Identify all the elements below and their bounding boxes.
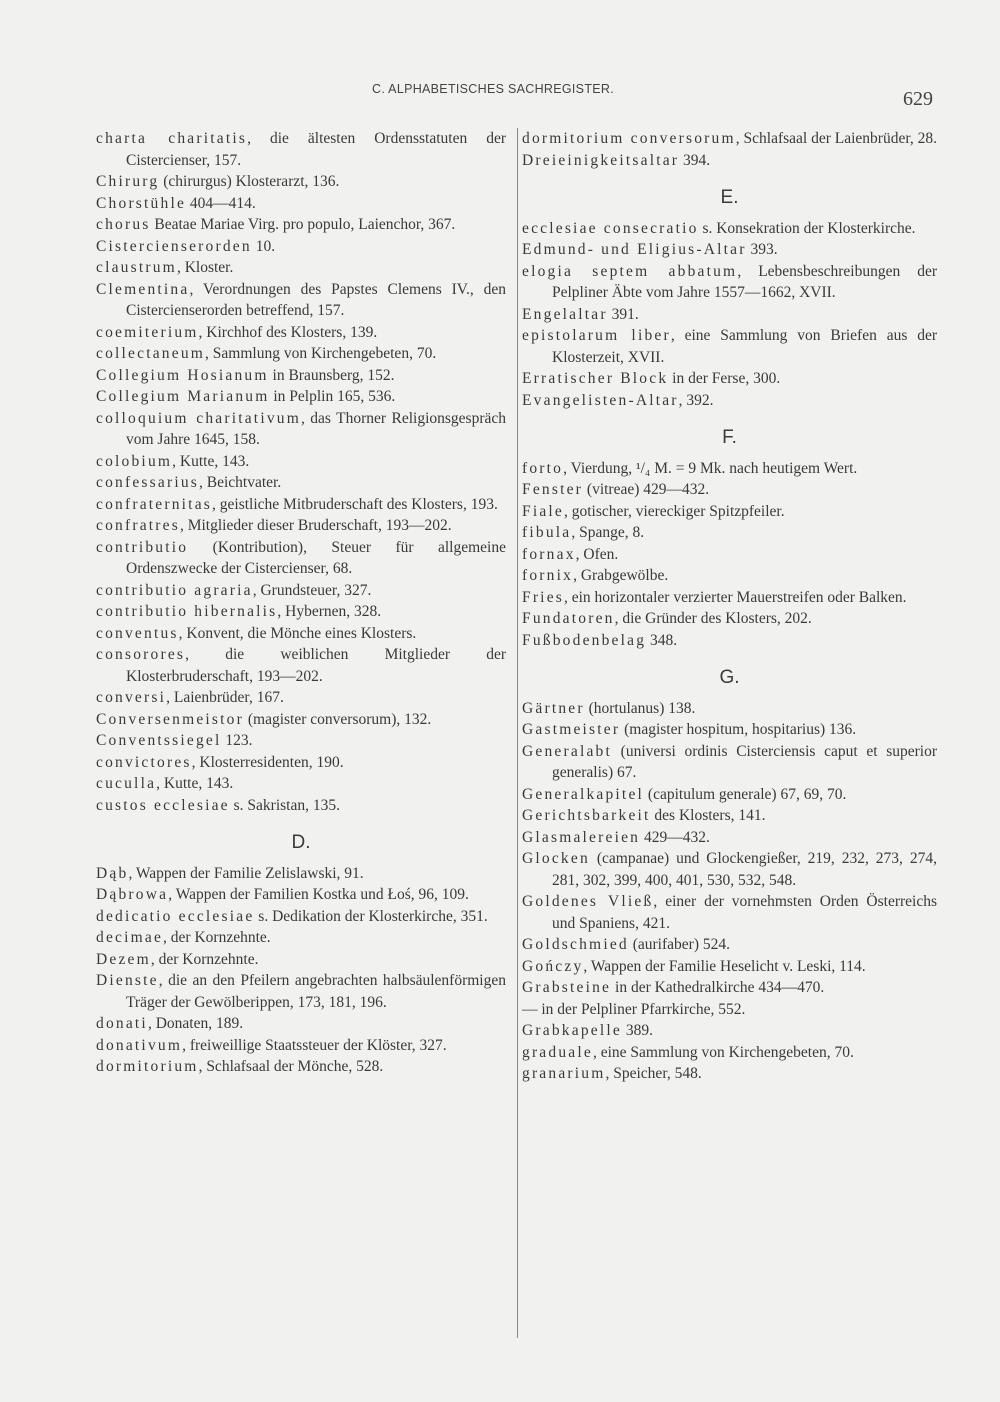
entry-headword: coemiterium xyxy=(96,323,199,341)
entry-text: , Mitglieder dieser Bruderschaft, 193—202. xyxy=(179,517,452,534)
index-entry xyxy=(522,630,937,652)
index-entry xyxy=(96,1035,506,1057)
index-entry xyxy=(96,322,506,344)
entry-text: , Hybernen, 328. xyxy=(277,603,382,620)
entry-text: , ein horizontaler verzierter Mauerstreifen oder Balken. xyxy=(564,588,907,606)
entry-headword: Goldenes Vließ xyxy=(522,893,654,910)
entry-text: (campanae) und Glockengießer, 219, 232, 273, 274, 281, 302, 399, 400, 401, 530, 532, 548. xyxy=(552,850,937,889)
entry-headword: consorores xyxy=(96,646,186,663)
entry-text: , Grabgewölbe. xyxy=(573,567,669,584)
entry-headword: contributio xyxy=(96,538,189,556)
index-entry xyxy=(522,719,937,741)
index-entry xyxy=(96,1056,506,1078)
entry-headword: donati xyxy=(96,1015,148,1032)
entry-headword: conversi xyxy=(96,689,167,706)
index-entry xyxy=(96,970,506,1013)
index-entry xyxy=(522,1063,937,1085)
section-letter: E. xyxy=(720,187,739,208)
entry-text: , Speicher, 548. xyxy=(605,1065,702,1082)
index-column-right xyxy=(522,128,937,1085)
index-entry xyxy=(96,472,506,494)
entry-headword: contributio hibernalis xyxy=(96,603,278,620)
entry-headword: decimae xyxy=(96,929,164,946)
entry-headword: Clementina xyxy=(96,280,190,298)
entry-headword: colloquium charitativum xyxy=(96,409,301,427)
entry-headword: Conventssiegel xyxy=(96,732,222,749)
entry-text: , Kloster. xyxy=(176,259,234,276)
entry-text: — in der Pelpliner Pfarrkirche, 552. xyxy=(522,1000,746,1018)
entry-text: 394. xyxy=(679,151,711,169)
entry-headword: Engelaltar xyxy=(522,305,608,323)
entry-text: , Beichtvater. xyxy=(199,474,282,491)
index-entry xyxy=(96,537,506,580)
entry-headword: Collegium Marianum xyxy=(96,388,270,405)
entry-text: (magister conversorum), 132. xyxy=(243,710,432,728)
entry-headword: custos ecclesiae xyxy=(96,796,230,814)
entry-headword: forto xyxy=(522,459,564,477)
running-header: C. ALPHABETISCHES SACHREGISTER. xyxy=(372,82,614,96)
index-column-left xyxy=(96,128,506,1078)
entry-text: , Wappen der Familien Kostka und Łoś, 96, 109. xyxy=(168,886,469,903)
entry-headword: confessarius xyxy=(96,474,200,491)
entry-headword: Dezem xyxy=(96,950,151,968)
entry-text: in der Ferse, 300. xyxy=(668,370,781,387)
entry-headword: Dreieinigkeitsaltar xyxy=(522,151,680,169)
entry-text: , Wappen der Familie Zelislawski, 91. xyxy=(128,864,364,882)
index-entry xyxy=(96,128,506,171)
entry-text: , Spange, 8. xyxy=(571,524,645,541)
entry-text: (Kontribution), Steuer für allgemeine Ordenszwecke der Cistercienser, 68. xyxy=(126,538,506,577)
entry-headword: granarium xyxy=(522,1065,606,1082)
entry-headword: Fries xyxy=(522,588,564,606)
entry-text: , eine Sammlung von Kirchengebeten, 70. xyxy=(592,1043,854,1061)
entry-headword: elogia septem abbatum xyxy=(522,262,738,280)
index-entry xyxy=(522,304,937,326)
entry-text: , die weiblichen Mitglieder der Klosterbruderschaft, 193—202. xyxy=(126,646,506,685)
section-letter: G. xyxy=(719,667,740,688)
entry-text: (aurifaber) 524. xyxy=(628,936,730,953)
index-entry xyxy=(522,390,937,412)
index-entry xyxy=(96,515,506,537)
entry-headword: Generalkapitel xyxy=(522,785,645,803)
entry-headword: Cistercienserorden xyxy=(96,237,252,255)
entry-text: , gotischer, viereckiger Spitzpfeiler. xyxy=(564,502,785,520)
index-entry xyxy=(96,365,506,387)
entry-text: 393. xyxy=(746,241,778,258)
index-entry xyxy=(96,1013,506,1035)
index-entry xyxy=(522,261,937,304)
index-entry xyxy=(96,795,506,817)
entry-headword: donativum xyxy=(96,1036,183,1054)
index-entry xyxy=(96,171,506,193)
entry-headword: Fußbodenbelag xyxy=(522,631,647,649)
entry-text: (vitreae) 429—432. xyxy=(583,481,710,498)
entry-text: 348. xyxy=(646,631,678,649)
index-entry xyxy=(96,601,506,623)
entry-text: , die Gründer des Klosters, 202. xyxy=(614,610,812,627)
index-entry xyxy=(96,494,506,516)
index-entry xyxy=(96,386,506,408)
entry-headword: colobium xyxy=(96,452,173,470)
page-number: 629 xyxy=(903,88,933,110)
index-entry xyxy=(522,934,937,956)
index-entry xyxy=(522,128,937,150)
entry-text: (magister hospitum, hospitarius) 136. xyxy=(620,721,857,738)
entry-headword: epistolarum liber xyxy=(522,327,671,344)
index-entry xyxy=(96,773,506,795)
entry-headword: fibula xyxy=(522,524,572,541)
index-entry xyxy=(96,884,506,906)
entry-headword: claustrum xyxy=(96,259,177,276)
index-entry xyxy=(96,257,506,279)
index-entry xyxy=(522,150,937,172)
index-entry xyxy=(522,565,937,587)
entry-text: des Klosters, 141. xyxy=(650,807,766,824)
index-entry xyxy=(96,644,506,687)
index-entry xyxy=(522,977,937,999)
index-entry xyxy=(522,587,937,609)
entry-text: s. Dedikation der Klosterkirche, 351. xyxy=(254,907,488,925)
index-entry xyxy=(522,1020,937,1042)
entry-text: , geistliche Mitbruderschaft des Klosters, 193. xyxy=(212,495,498,513)
entry-headword: fornax xyxy=(522,545,576,563)
entry-text: (hortulanus) 138. xyxy=(584,699,696,717)
entry-text: s. Konsekration der Klosterkirche. xyxy=(698,219,916,237)
index-entry xyxy=(96,949,506,971)
entry-text: 429—432. xyxy=(640,828,710,846)
entry-headword: Erratischer Block xyxy=(522,370,669,387)
entry-headword: Grabkapelle xyxy=(522,1022,622,1039)
entry-headword: Glasmalereien xyxy=(522,828,641,846)
entry-text: , freiweillige Staatssteuer der Klöster, 327. xyxy=(182,1036,447,1054)
index-entry xyxy=(522,501,937,523)
index-entry xyxy=(96,408,506,451)
index-entry xyxy=(522,827,937,849)
entry-text: 391. xyxy=(607,305,639,323)
index-entry xyxy=(96,730,506,752)
index-entry xyxy=(96,687,506,709)
entry-text: (capitulum generale) 67, 69, 70. xyxy=(644,785,847,803)
entry-text: , Kutte, 143. xyxy=(156,775,234,792)
index-entry xyxy=(522,784,937,806)
entry-headword: Goldschmied xyxy=(522,936,629,953)
entry-text: , Grundsteuer, 327. xyxy=(252,581,372,599)
entry-headword: Chirurg xyxy=(96,173,160,190)
entry-headword: ecclesiae consecratio xyxy=(522,219,699,237)
index-entry xyxy=(522,891,937,934)
entry-headword: charta charitatis xyxy=(96,130,248,147)
entry-headword: Dienste xyxy=(96,972,159,989)
entry-text: , Klosterresidenten, 190. xyxy=(191,753,344,771)
entry-headword: cuculla xyxy=(96,775,157,792)
index-entry xyxy=(522,698,937,720)
entry-text: , Laienbrüder, 167. xyxy=(166,689,284,706)
entry-headword: Fiale xyxy=(522,502,564,520)
index-entry xyxy=(96,279,506,322)
entry-text: 404—414. xyxy=(186,194,256,212)
entry-text: , Schlafsaal der Laienbrüder, 28. xyxy=(735,130,937,147)
entry-headword: contributio agraria xyxy=(96,581,253,599)
entry-headword: Gastmeister xyxy=(522,721,621,738)
entry-headword: graduale xyxy=(522,1043,593,1061)
index-entry xyxy=(522,479,937,501)
index-entry xyxy=(96,906,506,928)
entry-headword: collectaneum xyxy=(96,345,206,362)
entry-text: , Wappen der Familie Heselicht v. Leski, 114. xyxy=(583,957,866,975)
index-entry xyxy=(522,239,937,261)
entry-headword: Grabsteine xyxy=(522,979,612,996)
index-entry xyxy=(522,805,937,827)
entry-text: , Sammlung von Kirchengebeten, 70. xyxy=(205,345,437,362)
entry-text: 123. xyxy=(221,732,253,749)
entry-headword: Gończy xyxy=(522,957,584,975)
entry-text: , einer der vornehmsten Orden Österreichs und Spaniens, 421. xyxy=(552,893,938,932)
entry-text: (chirurgus) Klosterarzt, 136. xyxy=(159,173,340,190)
index-entry xyxy=(522,999,937,1021)
entry-text: , 392. xyxy=(678,391,714,409)
index-entry xyxy=(522,218,937,240)
entry-text: , Schlafsaal der Mönche, 528. xyxy=(198,1058,384,1075)
entry-headword: confraternitas xyxy=(96,495,213,513)
index-entry xyxy=(96,214,506,236)
index-entry xyxy=(522,608,937,630)
entry-text: , Lebensbeschreibungen der Pelpliner Äbte vom Jahre 1557—1662, XVII. xyxy=(552,262,937,301)
entry-headword: Chorstühle xyxy=(96,194,187,212)
entry-headword: chorus xyxy=(96,216,151,233)
index-entry xyxy=(96,193,506,215)
entry-text: , Konvent, die Mönche eines Klosters. xyxy=(178,624,417,642)
entry-headword: Glocken xyxy=(522,850,590,867)
entry-text: , die ältesten Ordensstatuten der Cistercienser, 157. xyxy=(126,130,506,169)
entry-text: , Kirchhof des Klosters, 139. xyxy=(198,323,378,341)
entry-headword: conventus xyxy=(96,624,179,642)
entry-headword: fornix xyxy=(522,567,574,584)
entry-headword: Collegium Hosianum xyxy=(96,366,269,384)
entry-text: , Donaten, 189. xyxy=(147,1015,244,1032)
entry-headword: Edmund- und Eligius-Altar xyxy=(522,241,747,258)
entry-text: (universi ordinis Cisterciensis caput et superior generalis) 67. xyxy=(552,742,937,781)
index-entry xyxy=(96,343,506,365)
entry-headword: Gerichtsbarkeit xyxy=(522,807,651,824)
entry-text: 389. xyxy=(621,1022,653,1039)
index-entry xyxy=(522,458,937,480)
entry-headword: dormitorium xyxy=(96,1058,199,1075)
entry-text: s. Sakristan, 135. xyxy=(229,796,340,814)
entry-text: Beatae Mariae Virg. pro populo, Laienchor, 367. xyxy=(150,216,456,233)
entry-headword: Generalabt xyxy=(522,742,612,760)
entry-text: 10. xyxy=(251,237,276,255)
entry-text: , Vierdung, ¹/₄ M. = 9 Mk. nach heutigem Wert. xyxy=(563,459,858,477)
index-entry xyxy=(96,709,506,731)
entry-text: , die an den Pfeilern angebrachten halbsäulenförmigen Träger der Gewölberippen, 173, 181, 196. xyxy=(126,972,506,1011)
entry-headword: Conversenmeistor xyxy=(96,710,244,728)
entry-headword: convictores xyxy=(96,753,192,771)
index-entry xyxy=(96,451,506,473)
entry-text: , Kutte, 143. xyxy=(172,452,250,470)
entry-text: in Pelplin 165, 536. xyxy=(269,388,396,405)
index-entry xyxy=(522,956,937,978)
entry-headword: dormitorium conversorum xyxy=(522,130,736,147)
index-entry xyxy=(522,848,937,891)
index-entry xyxy=(96,863,506,885)
index-entry xyxy=(96,580,506,602)
column-divider xyxy=(517,128,518,1338)
entry-text: in Braunsberg, 152. xyxy=(268,366,395,384)
entry-headword: confratres xyxy=(96,517,180,534)
section-letter: D. xyxy=(291,832,311,853)
index-entry xyxy=(522,1042,937,1064)
entry-headword: Fenster xyxy=(522,481,584,498)
entry-headword: Dąbrowa xyxy=(96,886,169,903)
entry-headword: Evangelisten-Altar xyxy=(522,391,679,409)
index-entry xyxy=(522,368,937,390)
entry-text: in der Kathedralkirche 434—470. xyxy=(611,979,825,996)
entry-text: , der Kornzehnte. xyxy=(150,950,259,968)
index-entry xyxy=(522,544,937,566)
index-entry xyxy=(96,236,506,258)
index-entry xyxy=(96,927,506,949)
index-entry xyxy=(522,325,937,368)
entry-text: , der Kornzehnte. xyxy=(163,929,271,946)
entry-headword: Fundatoren xyxy=(522,610,615,627)
entry-text: , eine Sammlung von Briefen aus der Klosterzeit, XVII. xyxy=(552,327,937,366)
entry-text: , Verordnungen des Papstes Clemens IV., den Cistercienserorden betreffend, 157. xyxy=(126,280,506,319)
entry-text: , Ofen. xyxy=(575,545,619,563)
index-entry xyxy=(96,752,506,774)
index-entry xyxy=(96,623,506,645)
entry-headword: Dąb xyxy=(96,864,129,882)
index-entry xyxy=(522,522,937,544)
entry-text: , das Thorner Religionsgespräch vom Jahre 1645, 158. xyxy=(126,409,506,448)
index-entry xyxy=(522,741,937,784)
entry-headword: Gärtner xyxy=(522,699,585,717)
entry-headword: dedicatio ecclesiae xyxy=(96,907,255,925)
section-letter: F. xyxy=(722,427,737,448)
